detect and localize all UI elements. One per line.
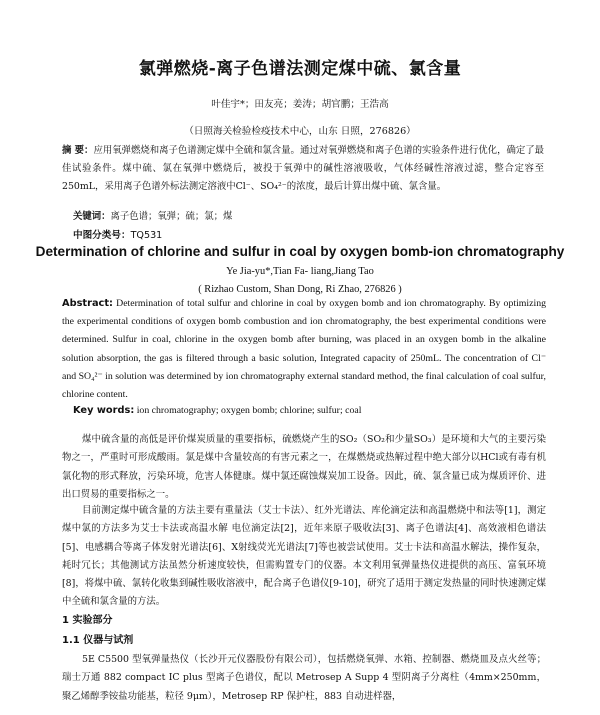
body-paragraph-1: 煤中硫含量的高低是评价煤炭质量的重要指标，硫燃烧产生的SO₂（SO₂和少量SO₃）是环境和大气的主要污染物之一，严重时可形成酸雨。氯是煤中含量较高的有害元素之一，在煤燃烧或热解过程中绝大部分以HCl或有毒有机氯化物的形式释放，污染环境，危害人体健康。煤中氯还腐蚀煤炭加工设备。因此，硫、氯含量已成为煤质评价、进出口贸易的重要指标之一。 [62,434,546,500]
authors-en: Ye Jia-yu*,Tian Fa- liang,Jiang Tao [226,266,374,277]
body-paragraph-2: 目前测定煤中硫含量的方法主要有重量法（艾士卡法）、红外光谱法、库伦滴定法和高温燃烧中和法等[1]，测定煤中氯的方法多为艾士卡法或高温水解 电位滴定法[2]，近年来原子吸收法[3]、离子色谱法[4]、高效液相色谱法[5]、电感耦合等离子体发射光谱法[6]、X射线荧光光谱法[7]等也被尝试使用。艾士卡法和高温水解法，操作复杂，耗时冗长；其他测试方法虽然分析速度较快，但需购置专门的仪器。本文利用氧弹量热仪进提供的高压、富氧环境[8]，将煤中硫、氯转化收集到碱性吸收溶液中，配合离子色谱仪[9-10]，研究了适用于测定发热量的同时快速测定煤中全硫和氯含量的方法。 [62,505,546,608]
abstract-en-text: Determination of total sulfur and chlorine in coal by oxygen bomb and ion chromatography. By optimizing the experimental conditions of oxygen bomb combustion and ion chromatography, the best experimental conditions were determined. Sulfur in coal, chlorine in the oxygen bomb after burning, was placed in an oxygen bomb in the alkaline solution absorption, the gas is filtered through a basic solution, Integrated capacity of 250mL. The concentration of Cl⁻ and SO₄²⁻ in solution was determined by ion chromatography external standard method, the final calculation of coal sulfur, chlorine content. [62,298,547,401]
keywords-en-text: ion chromatography; oxygen bomb; chlorine; sulfur; coal [136,405,362,416]
abstract-cn-text: 应用氧弹燃烧和离子色谱测定煤中全硫和氯含量。通过对氧弹燃烧和离子色谱的实验条件进行优化，确定了最佳试验条件。煤中硫、氯在氧弹中燃烧后，被投于氧弹中的碱性溶液吸收，气体经碱性溶液过滤，整合定容至250mL，采用离子色谱外标法测定溶液中Cl⁻、SO₄²⁻的浓度，最后计算出煤中硫、氯含量。 [62,145,544,192]
abstract-en [62,295,546,404]
abstract-en-label: Abstract: [62,298,113,309]
keywords-en [73,405,361,416]
paper-title-cn: 氯弹燃烧-离子色谱法测定煤中硫、氯含量 [138,59,462,79]
section-heading-1: 1 实验部分 [62,615,113,626]
abstract-cn [62,142,544,196]
clc-value: TQ531 [130,230,163,241]
affiliation-cn: （日照海关检验检疫技术中心，山东 日照，276826） [184,126,416,137]
body-paragraph-3: 5E C5500 型氧弹量热仪（长沙开元仪器股份有限公司），包括燃烧氧弹、水箱、控制器、燃烧皿及点火丝等；瑞士万通 882 compact IC plus 型离子色谱仪，配以 Metrosep A Supp 4 型阴离子分离柱（4mm×250mm，聚乙烯醇季铵盐功能基，粒径 9μm），Metrosep RP 保护柱，883 自动进样器， [62,654,546,702]
abstract-cn-label: 摘 要： [62,145,94,156]
section-heading-1-1: 1.1 仪器与试剂 [62,635,134,646]
paper-title-en: Determination of chlorine and sulfur in coal by oxygen bomb-ion chromatography [35,244,565,259]
clc-number [73,227,162,241]
affiliation-en: ( Rizhao Custom, Shan Dong, Ri Zhao, 276826 ) [198,284,402,295]
keywords-cn [73,208,555,226]
clc-label: 中图分类号： [73,230,131,241]
authors-cn: 叶佳宇*；田友亮；姜涛；胡官鹏；王浩高 [211,99,389,110]
keywords-en-label: Key words: [73,405,135,416]
keywords-cn-label: 关键词： [73,211,111,222]
keywords-cn-text: 离子色谱；氧弹；硫；氯；煤 [110,211,233,222]
